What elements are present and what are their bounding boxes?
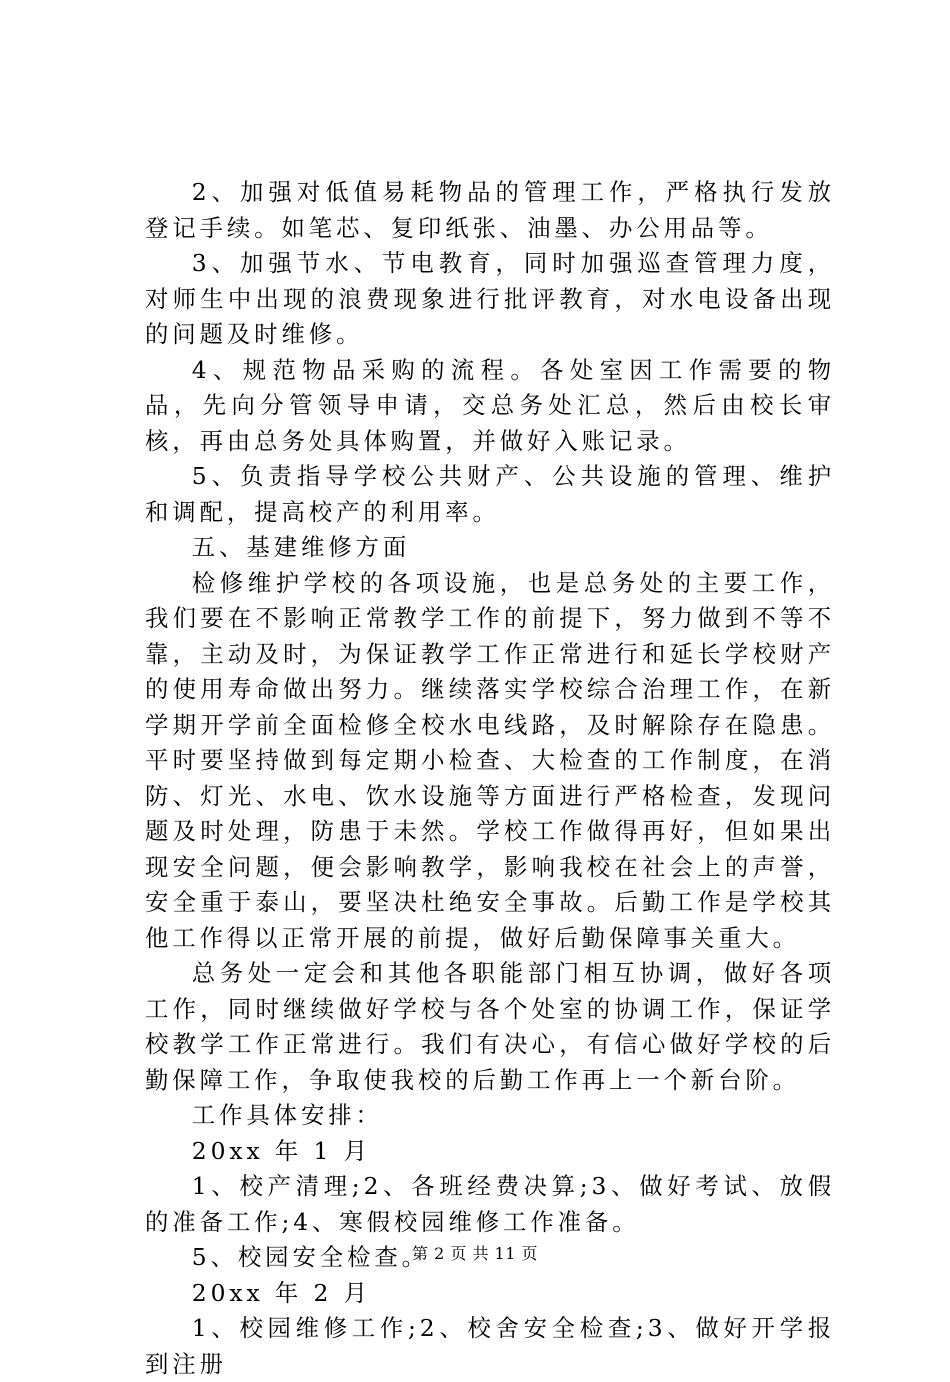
schedule-month-january: 20xx 年 1 月 xyxy=(191,1136,371,1165)
paragraph-item-2: 2、加强对低值易耗物品的管理工作，严格执行发放登记手续。如笔芯、复印纸张、油墨、办公用品等。 xyxy=(145,178,835,242)
page-number-footer: 第 2 页 共 11 页 xyxy=(412,1244,538,1263)
section-heading-5: 五、基建维修方面 xyxy=(191,533,411,561)
schedule-february-items: 1、校园维修工作;2、校舍安全检查;3、做好开学报到注册 xyxy=(145,1314,835,1378)
paragraph-item-4: 4、规范物品采购的流程。各处室因工作需要的物品，先向分管领导申请，交总务处汇总，然后由校长审核，再由总务处具体购置，并做好入账记录。 xyxy=(145,355,835,455)
schedule-heading: 工作具体安排： xyxy=(191,1101,383,1129)
document-body xyxy=(145,175,835,1382)
schedule-month-february: 20xx 年 2 月 xyxy=(191,1278,371,1307)
schedule-january-item-5: 5、校园安全检查。 xyxy=(191,1243,429,1271)
schedule-january-items: 1、校产清理;2、各班经费决算;3、做好考试、放假的准备工作;4、寒假校园维修工作准备。 xyxy=(145,1172,835,1236)
paragraph-item-5: 5、负责指导学校公共财产、公共设施的管理、维护和调配，提高校产的利用率。 xyxy=(145,462,835,526)
paragraph-maintenance: 检修维护学校的各项设施，也是总务处的主要工作，我们要在不影响正常教学工作的前提下，努力做到不等不靠，主动及时，为保证教学工作正常进行和延长学校财产的使用寿命做出努力。继续落实学校综合治理工作，在新学期开学前全面检修全校水电线路，及时解除存在隐患。平时要坚持做到每定期小检查、大检查的工作制度，在消防、灯光、水电、饮水设施等方面进行严格检查，发现问题及时处理，防患于未然。学校工作做得再好，但如果出现安全问题，便会影响教学，影响我校在社会上的声誉，安全重于泰山，要坚决杜绝安全事故。后勤工作是学校其他工作得以正常开展的前提，做好后勤保障事关重大。 xyxy=(145,568,835,952)
paragraph-item-3: 3、加强节水、节电教育，同时加强巡查管理力度，对师生中出现的浪费现象进行批评教育，对水电设备出现的问题及时维修。 xyxy=(145,249,835,348)
paragraph-coordination: 总务处一定会和其他各职能部门相互协调，做好各项工作，同时继续做好学校与各个处室的协调工作，保证学校教学工作正常进行。我们有决心，有信心做好学校的后勤保障工作，争取使我校的后勤工作再上一个新台阶。 xyxy=(145,959,835,1094)
